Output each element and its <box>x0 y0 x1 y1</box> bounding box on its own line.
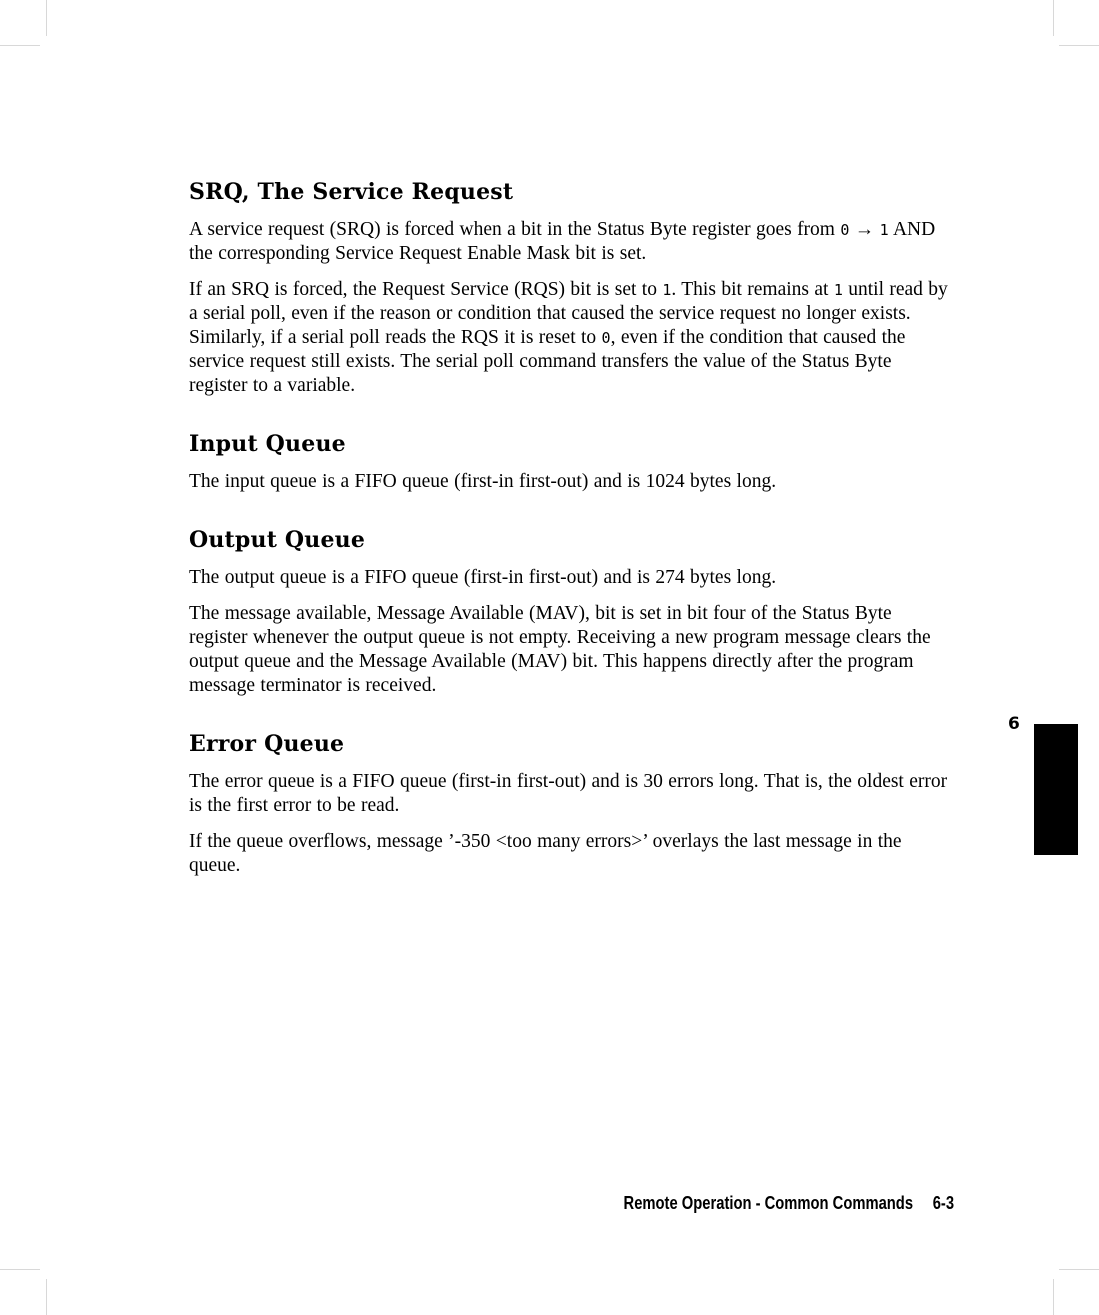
paragraph: The message available, Message Available (MAV), bit is set in bit four of the Status Byte register whenever the output queue is not empty. Receiving a new program message clears the output queue and the Message Available (MAV) bit. This happens directly after the program message terminator is received. <box>189 603 931 696</box>
section-heading: SRQ, The Service Request <box>189 179 514 205</box>
code-value: 0 <box>840 221 850 239</box>
chapter-tab-number: 6 <box>1008 714 1020 734</box>
section-srq <box>189 178 954 398</box>
section-error-queue <box>189 730 954 878</box>
crop-mark <box>0 45 40 46</box>
paragraph: If the queue overflows, message ’-350 <too many errors>’ overlays the last message in the queue. <box>189 831 902 876</box>
paragraph <box>189 278 954 398</box>
section-input-queue <box>189 430 954 494</box>
page-body <box>189 178 954 890</box>
crop-mark <box>1059 1269 1099 1270</box>
text-run: If an SRQ is forced, the Request Service (RQS) bit is set to <box>189 279 663 300</box>
section-output-queue <box>189 526 954 698</box>
code-value: 1 <box>879 221 889 239</box>
section-heading: Error Queue <box>189 731 345 757</box>
paragraph: The error queue is a FIFO queue (first-in first-out) and is 30 errors long. That is, the oldest error is the first error to be read. <box>189 771 948 816</box>
paragraph: The input queue is a FIFO queue (first-in first-out) and is 1024 bytes long. <box>189 471 777 492</box>
text-run: . This bit remains at <box>671 279 834 300</box>
page-footer <box>624 1193 954 1214</box>
running-title: Remote Operation - Common Commands <box>623 1193 913 1213</box>
text-run: , even if the condition that caused the service request still exists. The serial poll command transfers the value of the Status Byte register to a variable. <box>189 327 906 396</box>
text-run: A service request (SRQ) is forced when a bit in the Status Byte register goes from <box>189 219 841 240</box>
text-run: AND the corresponding Service Request Enable Mask bit is set. <box>189 219 936 264</box>
chapter-thumb-tab <box>1034 724 1078 855</box>
code-value: 1 <box>662 281 672 299</box>
section-heading: Input Queue <box>189 431 346 457</box>
text-run: until read by a serial poll, even if the reason or condition that caused the service request no longer exists. Similarly, if a serial poll reads the RQS it is reset to <box>189 279 948 348</box>
code-value: 1 <box>833 281 843 299</box>
crop-mark <box>46 0 47 36</box>
arrow-symbol: → <box>849 219 880 240</box>
crop-mark <box>1059 45 1099 46</box>
crop-mark <box>1053 0 1054 36</box>
paragraph: The output queue is a FIFO queue (first-in first-out) and is 274 bytes long. <box>189 567 777 588</box>
paragraph <box>189 218 954 266</box>
code-value: 0 <box>601 329 611 347</box>
section-heading: Output Queue <box>189 527 366 553</box>
page-number: 6-3 <box>932 1193 954 1213</box>
crop-mark <box>46 1279 47 1315</box>
crop-mark <box>1053 1279 1054 1315</box>
crop-mark <box>0 1269 40 1270</box>
